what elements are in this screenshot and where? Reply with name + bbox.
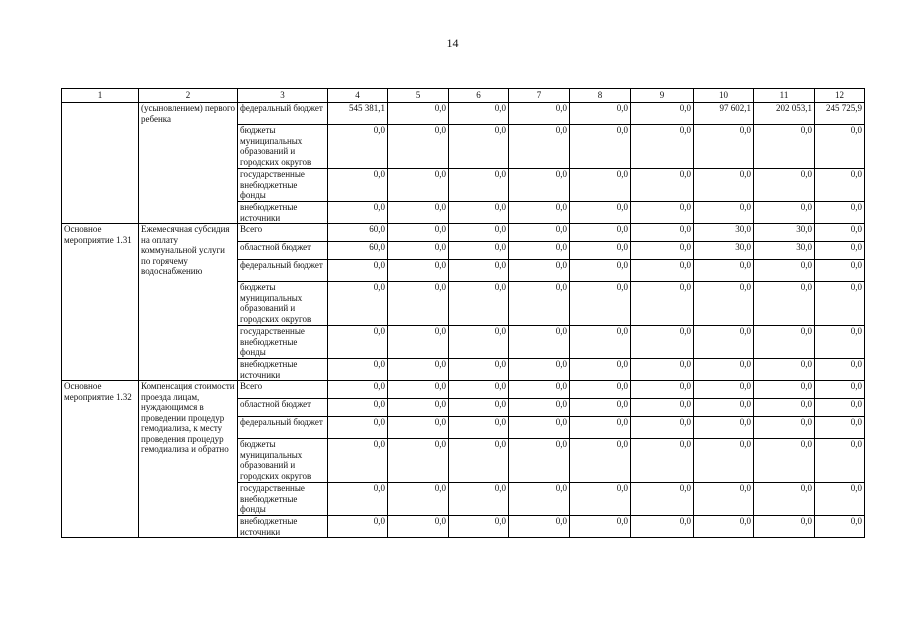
measure-name-cell: (усыновлением) первого ребенка bbox=[139, 103, 238, 224]
value-cell: 0,0 bbox=[388, 260, 449, 282]
value-cell: 0,0 bbox=[388, 399, 449, 417]
measure-code-cell: Основное мероприятие 1.32 bbox=[62, 381, 139, 538]
value-cell: 60,0 bbox=[328, 224, 388, 242]
value-cell: 0,0 bbox=[631, 399, 694, 417]
value-cell: 0,0 bbox=[754, 399, 815, 417]
value-cell: 0,0 bbox=[694, 125, 754, 169]
value-cell: 0,0 bbox=[388, 103, 449, 125]
funding-source-cell: государственные внебюджетные фонды bbox=[238, 169, 328, 202]
value-cell: 0,0 bbox=[449, 439, 509, 483]
value-cell: 0,0 bbox=[570, 103, 631, 125]
value-cell: 0,0 bbox=[815, 260, 865, 282]
value-cell: 0,0 bbox=[388, 516, 449, 538]
value-cell: 0,0 bbox=[754, 125, 815, 169]
value-cell: 0,0 bbox=[631, 326, 694, 359]
value-cell: 0,0 bbox=[754, 202, 815, 224]
header-cell: 12 bbox=[815, 89, 865, 103]
value-cell: 0,0 bbox=[815, 282, 865, 326]
value-cell: 0,0 bbox=[815, 381, 865, 399]
value-cell: 0,0 bbox=[694, 169, 754, 202]
value-cell: 0,0 bbox=[815, 417, 865, 439]
funding-source-cell: государственные внебюджетные фонды bbox=[238, 326, 328, 359]
value-cell: 0,0 bbox=[388, 381, 449, 399]
value-cell: 0,0 bbox=[328, 439, 388, 483]
value-cell: 0,0 bbox=[694, 282, 754, 326]
value-cell: 0,0 bbox=[694, 439, 754, 483]
measure-name-cell: Компенсация стоимости проезда лицам, нуждающимся в проведении процедур гемодиализа, к месту проведения процедур гемодиализа и обратно bbox=[139, 381, 238, 538]
value-cell: 0,0 bbox=[570, 359, 631, 381]
value-cell: 0,0 bbox=[570, 282, 631, 326]
funding-source-cell: областной бюджет bbox=[238, 242, 328, 260]
value-cell: 0,0 bbox=[631, 202, 694, 224]
value-cell: 0,0 bbox=[815, 516, 865, 538]
value-cell: 0,0 bbox=[509, 202, 570, 224]
value-cell: 0,0 bbox=[388, 224, 449, 242]
value-cell: 0,0 bbox=[509, 381, 570, 399]
funding-source-cell: внебюджетные источники bbox=[238, 516, 328, 538]
value-cell: 0,0 bbox=[388, 169, 449, 202]
value-cell: 0,0 bbox=[328, 417, 388, 439]
value-cell: 0,0 bbox=[694, 326, 754, 359]
value-cell: 0,0 bbox=[631, 381, 694, 399]
value-cell: 0,0 bbox=[570, 326, 631, 359]
value-cell: 0,0 bbox=[449, 169, 509, 202]
value-cell: 0,0 bbox=[631, 103, 694, 125]
table-row bbox=[62, 381, 865, 399]
value-cell: 0,0 bbox=[631, 516, 694, 538]
funding-source-cell: федеральный бюджет bbox=[238, 417, 328, 439]
value-cell: 0,0 bbox=[449, 202, 509, 224]
value-cell: 0,0 bbox=[509, 224, 570, 242]
value-cell: 0,0 bbox=[631, 260, 694, 282]
value-cell: 0,0 bbox=[388, 417, 449, 439]
funding-source-cell: Всего bbox=[238, 224, 328, 242]
value-cell: 97 602,1 bbox=[694, 103, 754, 125]
value-cell: 0,0 bbox=[449, 326, 509, 359]
value-cell: 30,0 bbox=[694, 224, 754, 242]
budget-table bbox=[61, 88, 865, 538]
value-cell: 0,0 bbox=[388, 359, 449, 381]
value-cell: 0,0 bbox=[509, 399, 570, 417]
value-cell: 0,0 bbox=[388, 282, 449, 326]
value-cell: 0,0 bbox=[449, 359, 509, 381]
value-cell: 0,0 bbox=[449, 516, 509, 538]
value-cell: 0,0 bbox=[570, 399, 631, 417]
value-cell: 0,0 bbox=[815, 202, 865, 224]
value-cell: 0,0 bbox=[754, 169, 815, 202]
header-cell: 7 bbox=[509, 89, 570, 103]
value-cell: 0,0 bbox=[449, 224, 509, 242]
value-cell: 0,0 bbox=[570, 260, 631, 282]
value-cell: 0,0 bbox=[631, 224, 694, 242]
value-cell: 0,0 bbox=[449, 260, 509, 282]
value-cell: 0,0 bbox=[754, 260, 815, 282]
value-cell: 0,0 bbox=[754, 381, 815, 399]
value-cell: 0,0 bbox=[754, 483, 815, 516]
value-cell: 0,0 bbox=[694, 381, 754, 399]
value-cell: 0,0 bbox=[509, 516, 570, 538]
value-cell: 0,0 bbox=[328, 516, 388, 538]
value-cell: 0,0 bbox=[754, 417, 815, 439]
value-cell: 0,0 bbox=[815, 224, 865, 242]
value-cell: 545 381,1 bbox=[328, 103, 388, 125]
funding-source-cell: внебюджетные источники bbox=[238, 359, 328, 381]
value-cell: 0,0 bbox=[328, 260, 388, 282]
value-cell: 0,0 bbox=[328, 326, 388, 359]
value-cell: 0,0 bbox=[509, 359, 570, 381]
value-cell: 0,0 bbox=[815, 125, 865, 169]
measure-code-cell bbox=[62, 103, 139, 224]
value-cell: 0,0 bbox=[815, 169, 865, 202]
funding-source-cell: областной бюджет bbox=[238, 399, 328, 417]
value-cell: 0,0 bbox=[328, 282, 388, 326]
funding-source-cell: федеральный бюджет bbox=[238, 260, 328, 282]
value-cell: 245 725,9 bbox=[815, 103, 865, 125]
value-cell: 0,0 bbox=[815, 326, 865, 359]
value-cell: 0,0 bbox=[509, 103, 570, 125]
value-cell: 0,0 bbox=[631, 242, 694, 260]
value-cell: 0,0 bbox=[449, 125, 509, 169]
funding-source-cell: государственные внебюджетные фонды bbox=[238, 483, 328, 516]
value-cell: 0,0 bbox=[449, 282, 509, 326]
value-cell: 0,0 bbox=[570, 483, 631, 516]
value-cell: 0,0 bbox=[815, 483, 865, 516]
value-cell: 202 053,1 bbox=[754, 103, 815, 125]
value-cell: 30,0 bbox=[754, 242, 815, 260]
header-cell: 2 bbox=[139, 89, 238, 103]
value-cell: 0,0 bbox=[388, 483, 449, 516]
value-cell: 0,0 bbox=[694, 202, 754, 224]
value-cell: 0,0 bbox=[754, 326, 815, 359]
value-cell: 0,0 bbox=[631, 483, 694, 516]
value-cell: 0,0 bbox=[449, 417, 509, 439]
value-cell: 0,0 bbox=[694, 359, 754, 381]
value-cell: 0,0 bbox=[694, 516, 754, 538]
value-cell: 0,0 bbox=[449, 381, 509, 399]
value-cell: 0,0 bbox=[449, 483, 509, 516]
value-cell: 0,0 bbox=[570, 439, 631, 483]
value-cell: 0,0 bbox=[694, 260, 754, 282]
header-cell: 6 bbox=[449, 89, 509, 103]
value-cell: 0,0 bbox=[388, 125, 449, 169]
header-cell: 10 bbox=[694, 89, 754, 103]
header-cell: 11 bbox=[754, 89, 815, 103]
funding-source-cell: федеральный бюджет bbox=[238, 103, 328, 125]
value-cell: 0,0 bbox=[509, 242, 570, 260]
funding-source-cell: бюджеты муниципальных образований и городских округов bbox=[238, 439, 328, 483]
value-cell: 0,0 bbox=[509, 417, 570, 439]
value-cell: 0,0 bbox=[570, 516, 631, 538]
funding-source-cell: бюджеты муниципальных образований и городских округов bbox=[238, 282, 328, 326]
value-cell: 0,0 bbox=[509, 260, 570, 282]
value-cell: 0,0 bbox=[449, 242, 509, 260]
value-cell: 0,0 bbox=[388, 326, 449, 359]
value-cell: 0,0 bbox=[570, 224, 631, 242]
header-cell: 5 bbox=[388, 89, 449, 103]
value-cell: 0,0 bbox=[509, 483, 570, 516]
header-cell: 9 bbox=[631, 89, 694, 103]
value-cell: 0,0 bbox=[631, 359, 694, 381]
value-cell: 0,0 bbox=[694, 483, 754, 516]
value-cell: 30,0 bbox=[694, 242, 754, 260]
value-cell: 30,0 bbox=[754, 224, 815, 242]
header-cell: 1 bbox=[62, 89, 139, 103]
value-cell: 0,0 bbox=[509, 169, 570, 202]
value-cell: 60,0 bbox=[328, 242, 388, 260]
header-cell: 4 bbox=[328, 89, 388, 103]
value-cell: 0,0 bbox=[570, 242, 631, 260]
value-cell: 0,0 bbox=[815, 242, 865, 260]
value-cell: 0,0 bbox=[754, 359, 815, 381]
value-cell: 0,0 bbox=[328, 399, 388, 417]
value-cell: 0,0 bbox=[328, 381, 388, 399]
measure-name-cell: Ежемесячная субсидия на оплату коммунальной услуги по горячему водоснабжению bbox=[139, 224, 238, 381]
value-cell: 0,0 bbox=[570, 125, 631, 169]
header-cell: 8 bbox=[570, 89, 631, 103]
value-cell: 0,0 bbox=[388, 242, 449, 260]
value-cell: 0,0 bbox=[815, 399, 865, 417]
table-row bbox=[62, 103, 865, 125]
value-cell: 0,0 bbox=[328, 202, 388, 224]
funding-source-cell: бюджеты муниципальных образований и городских округов bbox=[238, 125, 328, 169]
value-cell: 0,0 bbox=[694, 399, 754, 417]
page-number: 14 bbox=[446, 36, 459, 50]
value-cell: 0,0 bbox=[328, 359, 388, 381]
value-cell: 0,0 bbox=[631, 282, 694, 326]
value-cell: 0,0 bbox=[328, 169, 388, 202]
value-cell: 0,0 bbox=[328, 125, 388, 169]
value-cell: 0,0 bbox=[509, 282, 570, 326]
value-cell: 0,0 bbox=[449, 103, 509, 125]
value-cell: 0,0 bbox=[694, 417, 754, 439]
measure-code-cell: Основное мероприятие 1.31 bbox=[62, 224, 139, 381]
value-cell: 0,0 bbox=[509, 439, 570, 483]
value-cell: 0,0 bbox=[631, 417, 694, 439]
header-cell: 3 bbox=[238, 89, 328, 103]
table-row bbox=[62, 224, 865, 242]
value-cell: 0,0 bbox=[754, 516, 815, 538]
funding-source-cell: внебюджетные источники bbox=[238, 202, 328, 224]
value-cell: 0,0 bbox=[754, 439, 815, 483]
funding-source-cell: Всего bbox=[238, 381, 328, 399]
value-cell: 0,0 bbox=[570, 381, 631, 399]
value-cell: 0,0 bbox=[631, 169, 694, 202]
value-cell: 0,0 bbox=[815, 359, 865, 381]
value-cell: 0,0 bbox=[449, 399, 509, 417]
value-cell: 0,0 bbox=[570, 202, 631, 224]
value-cell: 0,0 bbox=[570, 417, 631, 439]
value-cell: 0,0 bbox=[509, 125, 570, 169]
value-cell: 0,0 bbox=[328, 483, 388, 516]
value-cell: 0,0 bbox=[815, 439, 865, 483]
value-cell: 0,0 bbox=[388, 202, 449, 224]
value-cell: 0,0 bbox=[754, 282, 815, 326]
value-cell: 0,0 bbox=[570, 169, 631, 202]
value-cell: 0,0 bbox=[388, 439, 449, 483]
value-cell: 0,0 bbox=[509, 326, 570, 359]
value-cell: 0,0 bbox=[631, 125, 694, 169]
value-cell: 0,0 bbox=[631, 439, 694, 483]
table-header-row bbox=[62, 89, 865, 103]
